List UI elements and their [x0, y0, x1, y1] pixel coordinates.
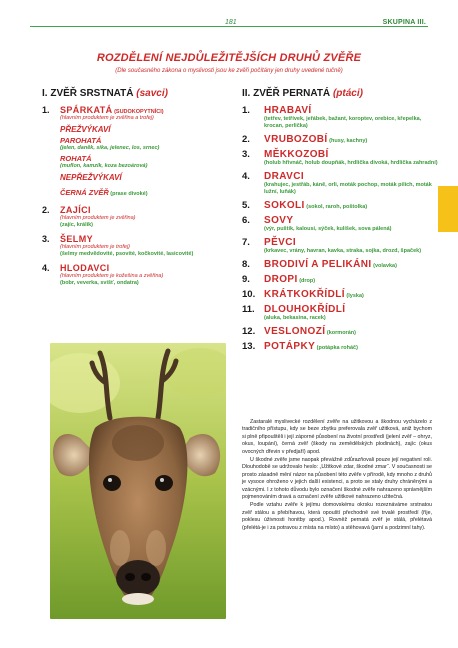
- header-rule: [30, 26, 428, 27]
- list-item: [242, 326, 438, 337]
- item-name-text: SOVY: [264, 215, 294, 226]
- item-note: (hlavním produktem je zvěřina): [60, 215, 136, 221]
- group-heading-sub: (savci): [136, 88, 168, 99]
- item-note: (hlavním produktem je trofej): [60, 244, 130, 250]
- group-heading-text: II. ZVĚŘ PERNATÁ: [242, 88, 333, 99]
- group-heading-pernata: [242, 88, 438, 99]
- subgroup-rohata: ROHATÁ: [60, 154, 92, 163]
- item-species: (šelmy medvědovité, psovité, kočkovité, lasicovité): [60, 251, 194, 257]
- item-name-text: DRAVCI: [264, 171, 304, 182]
- item-inline-species: (sokol, raroh, poštolka): [304, 204, 368, 210]
- item-name-text: DLOUHOKŘÍDLÍ: [264, 304, 346, 315]
- item-number: 2.: [42, 205, 50, 215]
- item-number: 9.: [242, 274, 250, 285]
- item-name-text: VRUBOZOBÍ: [264, 134, 328, 145]
- item-number: 7.: [242, 237, 250, 248]
- item-name-text: BRODIVÍ A PELIKÁNI: [264, 259, 372, 270]
- item-name: [264, 259, 438, 270]
- list-item: [42, 105, 232, 200]
- item-species: (krkavec, vrány, havran, kavka, straka, sojka, drozd, špaček): [264, 248, 422, 254]
- item-name: [264, 149, 438, 160]
- subgroup-neprezvykavi: NEPŘEŽVÝKAVÍ: [60, 173, 122, 182]
- list-item: [42, 234, 232, 258]
- item-species: (bobr, veverka, svišť, ondatra): [60, 280, 139, 286]
- item-name-text: SOKOLI: [264, 200, 305, 211]
- item-number: 1.: [42, 105, 50, 115]
- list-item: [242, 171, 438, 196]
- article-paragraph: Podle vztahu zvěře k jejímu domovskému okrsku rozeznáváme srstnatou zvěř stálou a přebíhavou, která opouští přechodně své trvalé prostředí (říje, poklesu úživnosti honitby apod.). Rovněž pernatá zvěř je stálá, přelétavá (přelétá-je i za potravou z místa na místo) a stěhovavá (jarní a podzimní tahy).: [242, 502, 432, 531]
- item-tag: (SUDOKOPYTNÍCI): [112, 109, 164, 115]
- list-item: [242, 105, 438, 130]
- subgroup-cerna: [60, 182, 232, 200]
- page-subtitle: (Dle současného zákona o myslivosti jsou ke zvěři počítány jen druhy uvedené tučně): [115, 68, 343, 74]
- subgroup-parohata-list: (jelen, daněk, sika, jelenec, los, srnec): [60, 145, 160, 151]
- list-item: [242, 304, 438, 322]
- page-title: ROZDĚLENÍ NEJDŮLEŽITĚJŠÍCH DRUHŮ ZVĚŘE: [96, 52, 362, 64]
- left-column: [42, 88, 232, 292]
- list-item: [242, 149, 438, 167]
- item-name: [264, 171, 438, 182]
- item-number: 3.: [242, 149, 250, 160]
- list-item: [242, 134, 438, 145]
- item-number: 1.: [242, 105, 250, 116]
- item-number: 6.: [242, 215, 250, 226]
- item-name-text: MĚKKOZOBÍ: [264, 149, 329, 160]
- list-item: [242, 259, 438, 270]
- group-heading-sub: (ptáci): [332, 88, 363, 99]
- item-name-text: VESLONOZÍ: [264, 326, 326, 337]
- item-name: [60, 105, 232, 115]
- item-inline-species: (husy, kachny): [327, 138, 368, 144]
- right-column: [242, 88, 438, 356]
- article-paragraph: Zastaralé myslivecké rozdělení zvěře na užitkovou a škodnou vycházelo z tradičního přístupu, kdy se beze zbytku preferovala zvěř užitková, aniž bychom si plně připouštěli i její záporné působení na životní prostředí (jelení zvěř – ohryz, okus, loupání), černá zvěř (škody na zemědělských plodinách), zajíc (okus ovocných dřevin v předjaří) apod.: [242, 419, 432, 455]
- item-name: [264, 341, 438, 352]
- list-item: [42, 263, 232, 287]
- item-note: (hlavním produktem je zvěřina a trofej): [60, 115, 154, 121]
- item-inline-species: (potápka roháč): [315, 345, 358, 351]
- item-name: [264, 326, 438, 337]
- page-number: 181: [222, 19, 240, 26]
- item-name: ŠELMY: [60, 234, 94, 244]
- subgroup-cerna-text: ČERNÁ ZVĚŘ: [60, 188, 109, 197]
- bird-list: [242, 105, 438, 352]
- list-item: [242, 274, 438, 285]
- item-name-text: KRÁTKOKŘÍDLÍ: [264, 289, 345, 300]
- item-name: [264, 134, 438, 145]
- list-item: [242, 215, 438, 233]
- item-number: 11.: [242, 304, 255, 315]
- roe-deer-image: [50, 343, 226, 619]
- item-name: [264, 289, 438, 300]
- item-name-text: POTÁPKY: [264, 341, 316, 352]
- item-number: 8.: [242, 259, 250, 270]
- item-name-text: DROPI: [264, 274, 298, 285]
- item-name: [264, 105, 438, 116]
- item-number: 5.: [242, 200, 250, 211]
- item-number: 3.: [42, 234, 50, 244]
- item-inline-species: (kormorán): [325, 330, 356, 336]
- item-name-text: SPÁRKATÁ: [60, 105, 113, 115]
- item-number: 4.: [42, 263, 50, 273]
- item-name: [264, 274, 438, 285]
- item-name: [264, 237, 438, 248]
- item-name: HLODAVCI: [60, 263, 110, 273]
- item-inline-species: (drop): [297, 278, 316, 284]
- list-item: [242, 200, 438, 211]
- subgroup-prezvykavi: PŘEŽVÝKAVÍ: [60, 125, 111, 134]
- item-species: (aluka, bekasina, racek): [264, 315, 326, 321]
- item-species: (holub hřivnáč, holub doupňák, hrdlička divoká, hrdlička zahradní): [264, 160, 438, 166]
- subgroup-parohata: PAROHATÁ: [60, 136, 102, 145]
- item-species: (výr, puštík, kalousi, sýček, kulíšek, sova pálená): [264, 226, 392, 232]
- article-text: [242, 419, 432, 533]
- group-heading-srstnata: [42, 88, 232, 99]
- item-name: ZAJÍCI: [60, 205, 91, 215]
- section-label: SKUPINA III.: [382, 19, 426, 26]
- item-number: 10.: [242, 289, 256, 300]
- item-inline-species: (volavka): [371, 263, 397, 269]
- item-species: (tetřev, tetřívek, jeřábek, bažant, koroptev, orebice, křepelka, krocan, perlička): [264, 116, 422, 129]
- article-paragraph: U škodné zvěře jsme naopak převážně zdůrazňovali pouze její negativní roli. Dlouhodobě se udržovalo heslo: „Užitkové zdar, škodné zmar“. V současnosti se prosto zásadně mění názor na působení této zvěře v přírodě, kdy mnoho z druhů je vysoce ohroženo v jejich další existenci, a proto se staly druhy chráněnými a vzácnými. I z tohoto důvodu bylo označení škodné zvěře nahrazeno správnějším pojmenováním dravá a označení zvěře užitkové nahrazeno užitečná.: [242, 457, 432, 501]
- item-name: [264, 304, 438, 315]
- item-name-text: PĚVCI: [264, 237, 297, 248]
- item-inline-species: (lyska): [344, 293, 364, 299]
- item-species: (zajíc, králík): [60, 222, 94, 228]
- roe-deer-photo: [50, 343, 226, 619]
- chapter-tab: [438, 186, 458, 232]
- list-item: [242, 289, 438, 300]
- item-number: 2.: [242, 134, 250, 145]
- item-species: (krahujec, jestřáb, káně, orli, moták pochop, moták pilich, moták lužní, luňák): [264, 182, 432, 195]
- item-name: [264, 200, 438, 211]
- item-note: (hlavním produktem je kožešina a zvěřina): [60, 273, 164, 279]
- item-name: [264, 215, 438, 226]
- list-item: [242, 237, 438, 255]
- group-heading-text: I. ZVĚŘ SRSTNATÁ: [42, 88, 137, 99]
- list-item: [242, 341, 438, 352]
- subgroup-cerna-list: (prase divoké): [108, 191, 148, 197]
- item-number: 12.: [242, 326, 256, 337]
- subgroup-rohata-list: (muflon, kamzík, koza bezoárová): [60, 163, 148, 169]
- item-number: 4.: [242, 171, 250, 182]
- list-item: [42, 205, 232, 229]
- item-number: 13.: [242, 341, 256, 352]
- item-name-text: HRABAVÍ: [264, 105, 312, 116]
